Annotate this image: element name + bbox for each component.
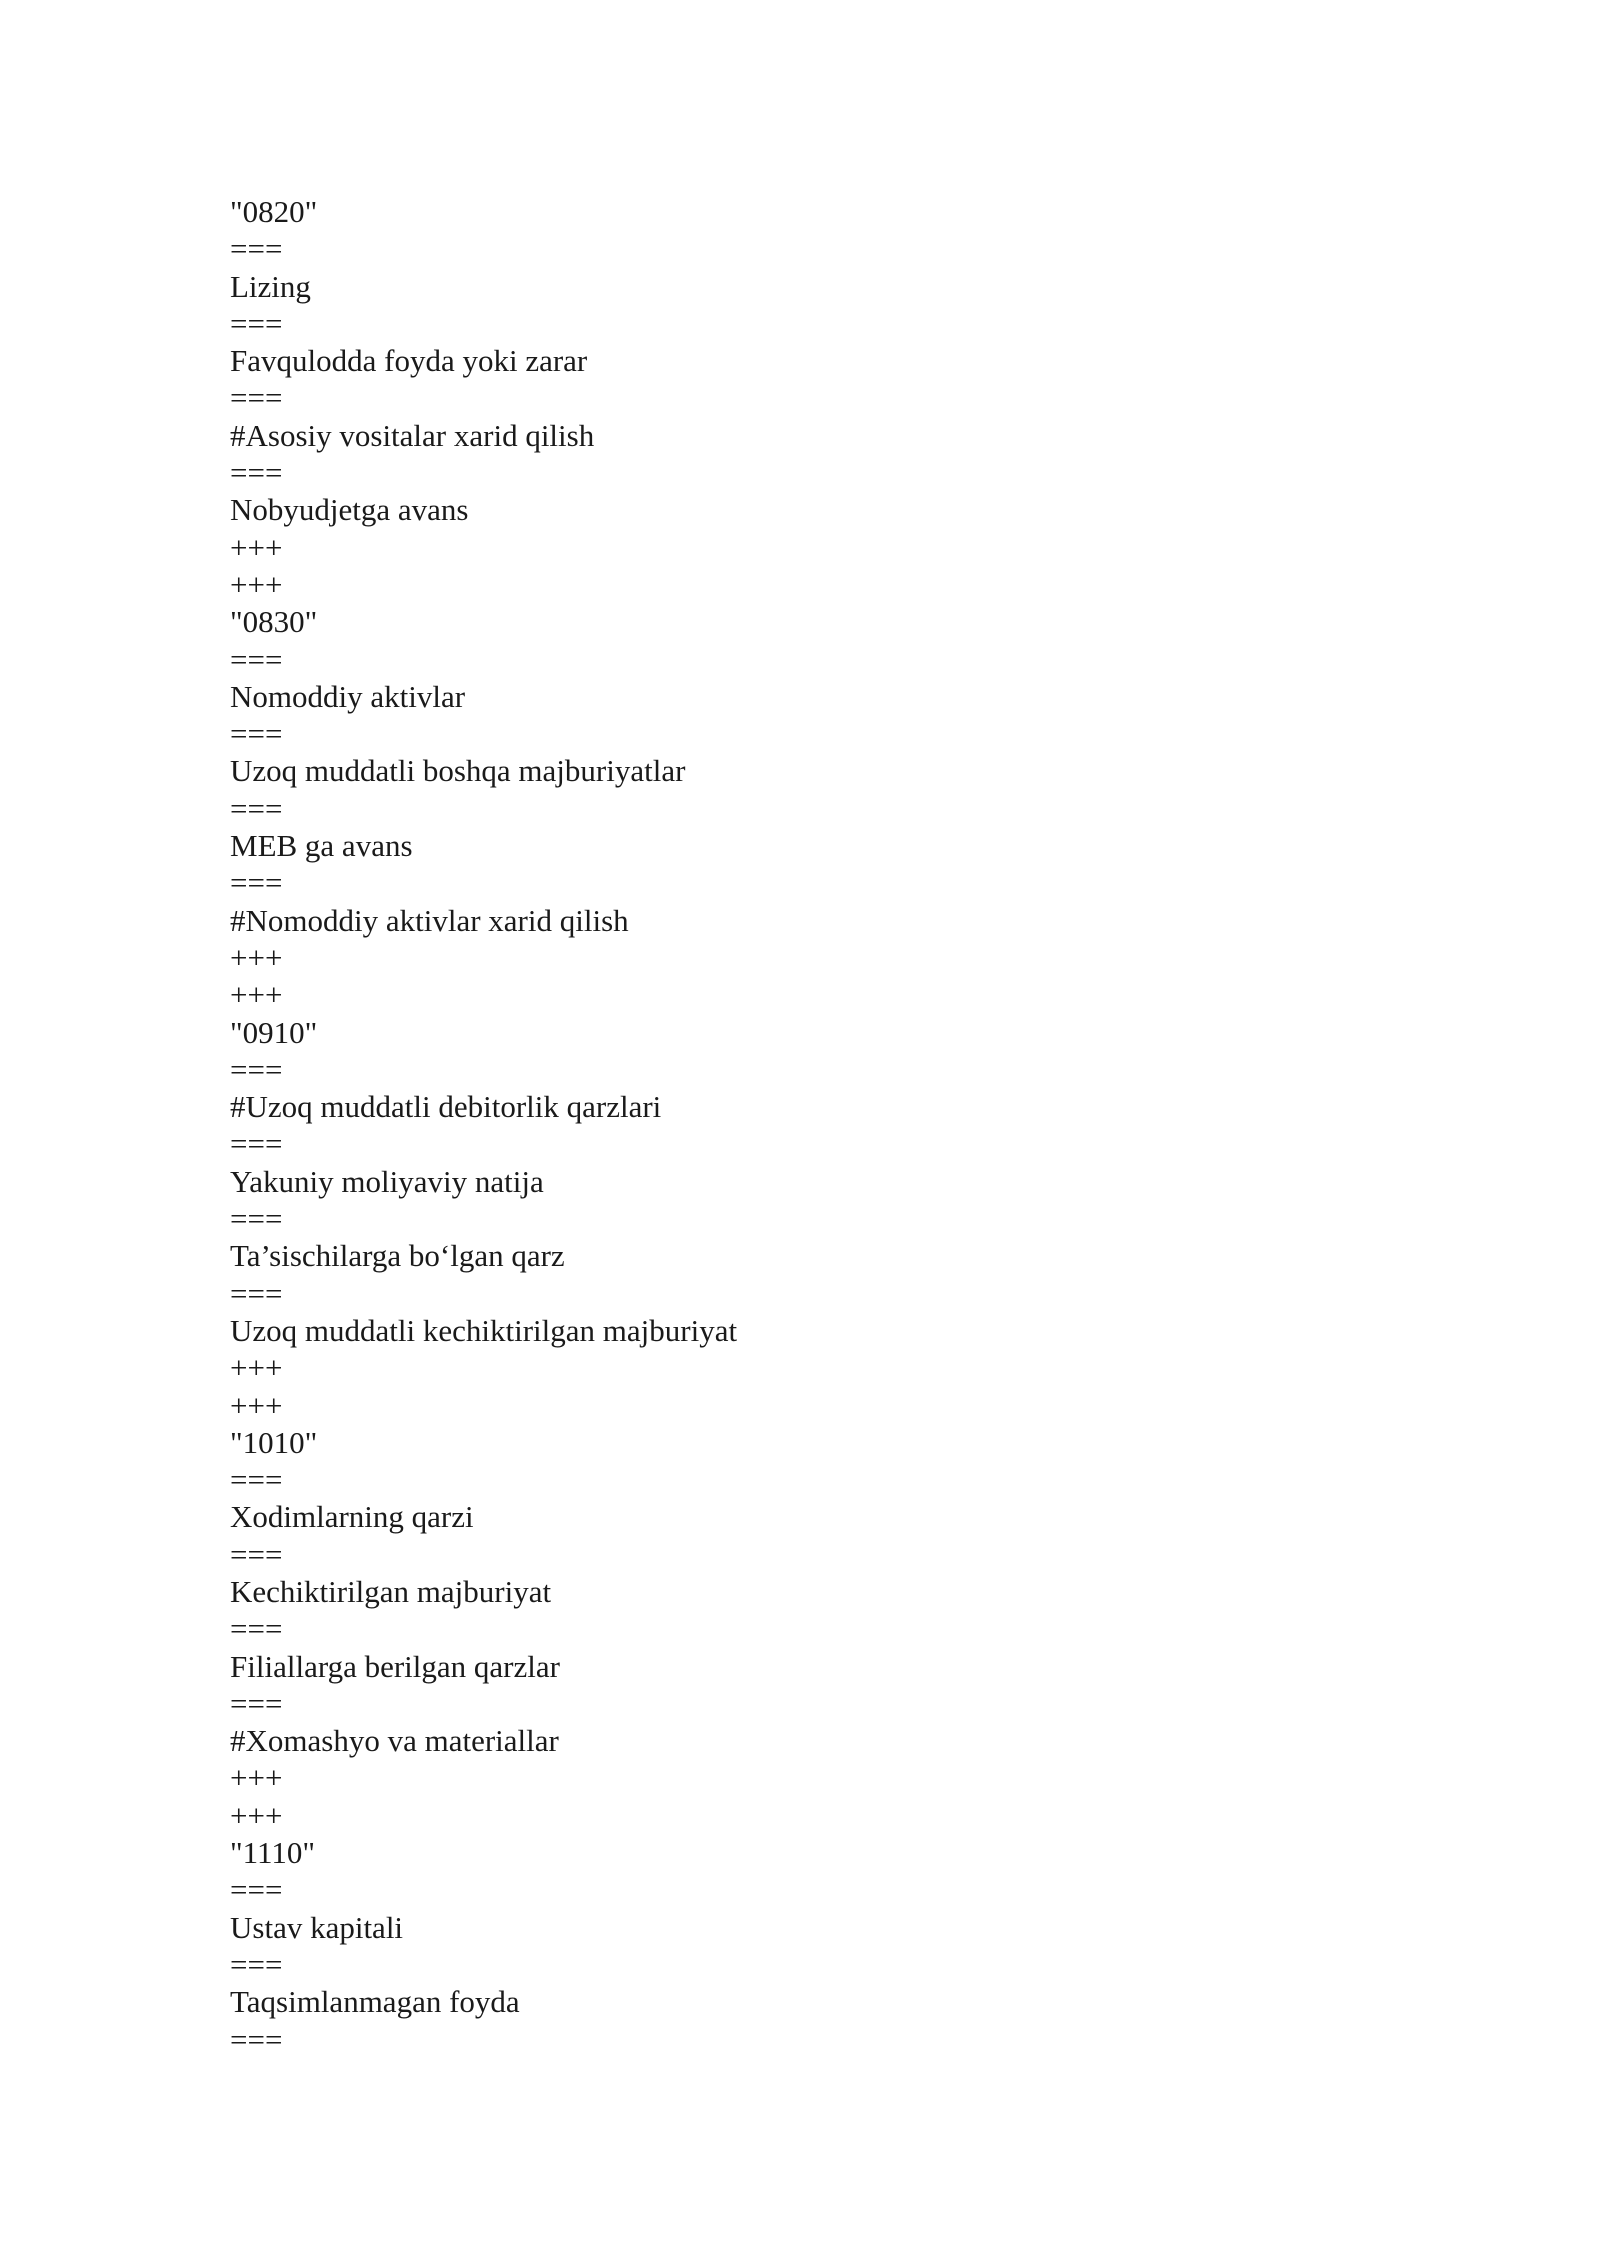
- block-end-line: +++: [230, 939, 283, 975]
- separator-line: ===: [230, 790, 283, 826]
- separator-line: ===: [230, 380, 283, 416]
- option-line: Kechiktirilgan majburiyat: [230, 1573, 552, 1609]
- option-line: Uzoq muddatli boshqa majburiyatlar: [230, 753, 686, 789]
- separator-line: ===: [230, 1611, 283, 1647]
- code-line: "1010": [230, 1424, 318, 1460]
- separator-line: ===: [230, 1872, 283, 1908]
- block-end-line: +++: [230, 977, 283, 1013]
- block-end-line: +++: [230, 566, 283, 602]
- option-line: Favqulodda foyda yoki zarar: [230, 343, 588, 379]
- block-end-line: +++: [230, 1797, 283, 1833]
- option-line: Lizing: [230, 268, 311, 304]
- code-line: "0820": [230, 194, 318, 229]
- code-line: "0910": [230, 1014, 318, 1050]
- separator-line: ===: [230, 1275, 283, 1311]
- option-line: Taqsimlanmagan foyda: [230, 1984, 520, 2020]
- separator-line: ===: [230, 1946, 283, 1982]
- separator-line: ===: [230, 1685, 283, 1721]
- block-end-line: +++: [230, 1350, 283, 1386]
- option-line: Yakuniy moliyaviy natija: [230, 1163, 544, 1199]
- option-line: Filiallarga berilgan qarzlar: [230, 1648, 560, 1684]
- option-line: Xodimlarning qarzi: [230, 1499, 474, 1535]
- separator-line: ===: [230, 1201, 283, 1237]
- option-line: Ustav kapitali: [230, 1909, 404, 1945]
- separator-line: ===: [230, 305, 283, 341]
- separator-line: ===: [230, 1536, 283, 1572]
- block-end-line: +++: [230, 1760, 283, 1796]
- correct-option-line: #Xomashyo va materiallar: [230, 1723, 559, 1759]
- option-line: MEB ga avans: [230, 828, 413, 864]
- option-line: Uzoq muddatli kechiktirilgan majburiyat: [230, 1312, 738, 1348]
- separator-line: ===: [230, 1462, 283, 1498]
- option-line: Nobyudjetga avans: [230, 492, 469, 528]
- separator-line: ===: [230, 865, 283, 901]
- separator-line: ===: [230, 1051, 283, 1087]
- separator-line: ===: [230, 1126, 283, 1162]
- code-line: "0830": [230, 604, 318, 640]
- separator-line: ===: [230, 231, 283, 267]
- document-text: [230, 193, 1430, 2058]
- separator-line: ===: [230, 641, 283, 677]
- separator-line: ===: [230, 716, 283, 752]
- option-line: Ta’sischilarga bo‘lgan qarz: [230, 1238, 565, 1274]
- correct-option-line: #Uzoq muddatli debitorlik qarzlari: [230, 1089, 662, 1125]
- option-line: Nomoddiy aktivlar: [230, 678, 466, 714]
- separator-line: ===: [230, 455, 283, 491]
- correct-option-line: #Asosiy vositalar xarid qilish: [230, 417, 595, 453]
- separator-line: ===: [230, 2021, 283, 2057]
- block-end-line: +++: [230, 1387, 283, 1423]
- code-line: "1110": [230, 1835, 316, 1871]
- correct-option-line: #Nomoddiy aktivlar xarid qilish: [230, 902, 629, 938]
- block-end-line: +++: [230, 529, 283, 565]
